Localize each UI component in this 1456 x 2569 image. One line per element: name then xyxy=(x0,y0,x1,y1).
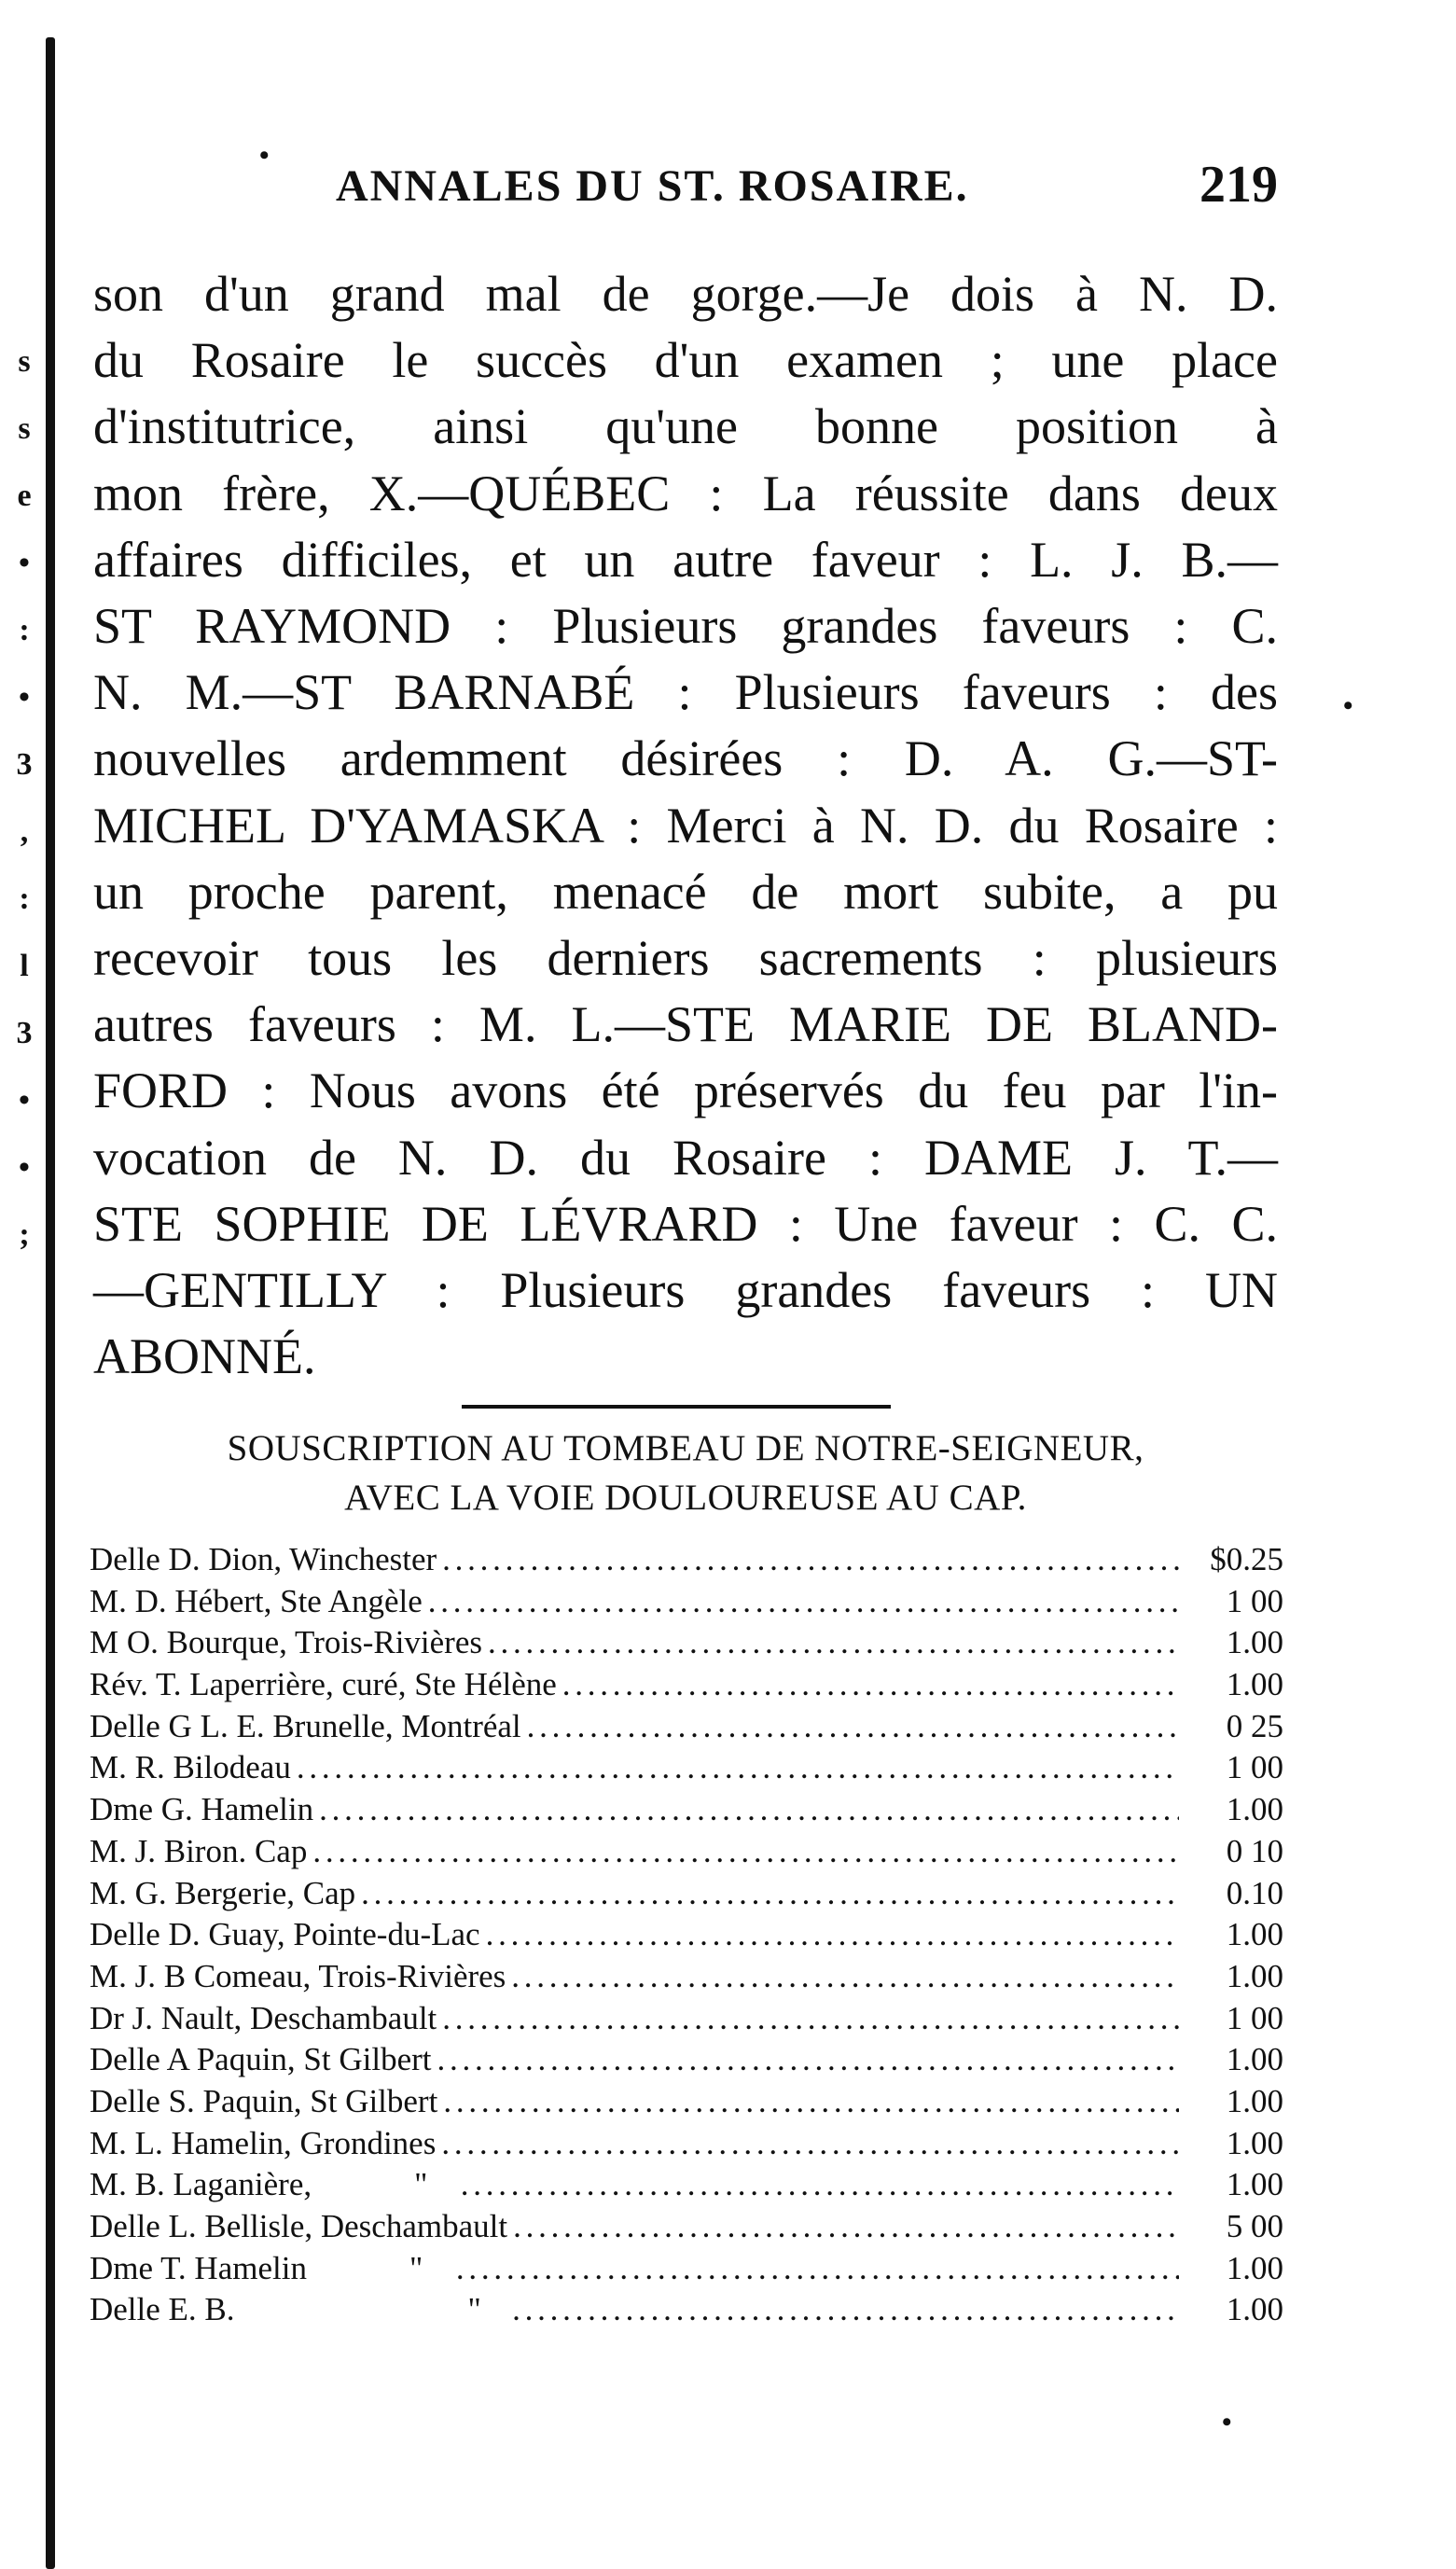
subscriber-name: M. L. Hamelin, Grondines xyxy=(90,2124,437,2161)
dot-leader xyxy=(428,1581,1179,1623)
dot-leader xyxy=(443,2081,1179,2123)
dot-leader xyxy=(312,1831,1179,1873)
subscriber-name: M O. Bourque, Trois-Rivières xyxy=(90,1624,482,1661)
subscription-row xyxy=(90,1873,1283,1915)
subscriber-name: Delle S. Paquin, St Gilbert xyxy=(90,2082,438,2119)
dot-leader xyxy=(511,1956,1179,1998)
subscription-amount: 1.00 xyxy=(1226,2249,1283,2286)
body-line: mon frère, X.—QUÉBEC : La réussite dans deux xyxy=(93,465,1278,521)
dot-leader xyxy=(562,1664,1179,1706)
gutter-mark: 3 xyxy=(16,1016,33,1050)
dot-leader xyxy=(512,2289,1179,2331)
subscriber-name: Delle G L. E. Brunelle, Montréal xyxy=(90,1707,521,1744)
gutter-mark: • xyxy=(19,1083,30,1118)
print-speck: • xyxy=(259,140,270,171)
gutter-mark: l xyxy=(20,949,29,983)
body-line: nouvelles ardemment désirées : D. A. G.—ST- xyxy=(93,730,1278,787)
subscription-row xyxy=(90,2289,1283,2331)
subscriber-name: Delle E. B. xyxy=(90,2291,235,2328)
body-line: du Rosaire le succès d'un examen ; une place xyxy=(93,332,1278,389)
body-line: son d'un grand mal de gorge.—Je dois à N. D. xyxy=(93,266,1278,322)
subscriber-name: M. D. Hébert, Ste Angèle xyxy=(90,1582,423,1619)
subscriber-name: Delle D. Dion, Winchester xyxy=(90,1541,437,1577)
subscriber-name: M. J. Biron. Cap xyxy=(90,1832,308,1869)
gutter-mark: • xyxy=(19,1150,30,1185)
subscription-title-line-2: AVEC LA VOIE DOULOUREUSE AU CAP. xyxy=(344,1478,1027,1518)
subscriber-name: M. G. Bergerie, Cap xyxy=(90,1874,356,1911)
subscription-row xyxy=(90,2206,1283,2248)
subscription-amount: 1 00 xyxy=(1226,1582,1283,1619)
subscription-row xyxy=(90,1622,1283,1664)
subscription-amount: 1.00 xyxy=(1226,2291,1283,2328)
gutter-mark: 3 xyxy=(16,747,33,782)
subscription-amount: 1.00 xyxy=(1226,1666,1283,1703)
subscription-row xyxy=(90,1789,1283,1831)
ditto-mark: " xyxy=(414,2166,428,2203)
dot-leader xyxy=(361,1873,1179,1915)
dot-leader xyxy=(437,2039,1179,2081)
subscription-row xyxy=(90,1914,1283,1956)
subscriber-name: Dr J. Nault, Deschambault xyxy=(90,1999,437,2036)
subscription-row xyxy=(90,1664,1283,1706)
subscriber-name: Delle D. Guay, Pointe-du-Lac xyxy=(90,1916,480,1953)
subscription-amount: 1.00 xyxy=(1226,1957,1283,1994)
dot-leader xyxy=(456,2248,1179,2290)
gutter-mark: s xyxy=(18,344,31,379)
subscription-list xyxy=(90,1539,1283,2331)
print-speck: • xyxy=(1343,690,1353,721)
gutter-mark: ; xyxy=(19,1217,30,1252)
page-number: 219 xyxy=(1199,156,1278,214)
ditto-mark: " xyxy=(467,2291,481,2328)
dot-leader xyxy=(488,1622,1179,1664)
subscription-amount: 1 00 xyxy=(1226,1999,1283,2036)
subscriber-name: Dme G. Hamelin xyxy=(90,1791,314,1828)
gutter-mark: • xyxy=(19,546,30,580)
dot-leader xyxy=(441,2123,1179,2165)
subscription-amount: $0.25 xyxy=(1210,1541,1283,1577)
dot-leader xyxy=(461,2164,1179,2206)
body-line: MICHEL D'YAMASKA : Merci à N. D. du Rosaire : xyxy=(93,797,1278,854)
gutter-mark: s xyxy=(18,411,31,446)
subscription-row xyxy=(90,2081,1283,2123)
body-line: ABONNÉ. xyxy=(93,1328,316,1385)
body-line: STE SOPHIE DE LÉVRARD : Une faveur : C. C. xyxy=(93,1195,1278,1252)
binding-line xyxy=(46,37,55,2569)
subscription-amount: 1.00 xyxy=(1226,1624,1283,1661)
subscription-row xyxy=(90,1831,1283,1873)
subscription-row xyxy=(90,1581,1283,1623)
body-line: —GENTILLY : Plusieurs grandes faveurs : UN xyxy=(93,1262,1278,1319)
subscription-amount: 1.00 xyxy=(1226,2082,1283,2119)
page-header xyxy=(93,156,1287,226)
body-line: recevoir tous les derniers sacrements : plusieurs xyxy=(93,930,1278,987)
body-line: affaires difficiles, et un autre faveur : L. J. B.— xyxy=(93,531,1278,588)
body-line: FORD : Nous avons été préservés du feu par l'in- xyxy=(93,1062,1278,1119)
subscription-row xyxy=(90,2039,1283,2081)
subscriber-name: Dme T. Hamelin xyxy=(90,2249,307,2286)
dot-leader xyxy=(297,1747,1179,1789)
subscription-amount: 1.00 xyxy=(1226,1791,1283,1828)
subscription-row xyxy=(90,2248,1283,2290)
subscription-row xyxy=(90,1747,1283,1789)
gutter-mark: : xyxy=(19,882,30,916)
running-title: ANNALES DU ST. ROSAIRE. xyxy=(336,161,969,211)
dot-leader xyxy=(486,1914,1179,1956)
subscription-row xyxy=(90,2164,1283,2206)
body-paragraph xyxy=(93,261,1278,1390)
subscription-amount: 5 00 xyxy=(1226,2208,1283,2244)
subscription-amount: 0 25 xyxy=(1226,1707,1283,1744)
dot-leader xyxy=(319,1789,1179,1831)
subscriber-name: M. B. Laganière, xyxy=(90,2166,312,2203)
subscription-row xyxy=(90,1706,1283,1748)
dot-leader xyxy=(442,1539,1179,1581)
subscriber-name: Rév. T. Laperrière, curé, Ste Hélène xyxy=(90,1666,557,1703)
body-line: autres faveurs : M. L.—STE MARIE DE BLAND- xyxy=(93,996,1278,1053)
subscription-amount: 0 10 xyxy=(1226,1832,1283,1869)
subscriber-name: M. J. B Comeau, Trois-Rivières xyxy=(90,1957,506,1994)
dot-leader xyxy=(513,2206,1179,2248)
body-line: ST RAYMOND : Plusieurs grandes faveurs : C. xyxy=(93,598,1278,655)
subscription-amount: 1.00 xyxy=(1226,2041,1283,2078)
ditto-mark: " xyxy=(409,2249,423,2286)
subscription-amount: 1 00 xyxy=(1226,1749,1283,1786)
subscription-amount: 1.00 xyxy=(1226,2124,1283,2161)
subscriber-name: Delle L. Bellisle, Deschambault xyxy=(90,2208,508,2244)
subscription-row xyxy=(90,1956,1283,1998)
subscription-row xyxy=(90,1539,1283,1581)
gutter-mark: • xyxy=(19,680,30,715)
subscription-amount: 1.00 xyxy=(1226,2166,1283,2203)
subscription-row xyxy=(90,1998,1283,2040)
subscriber-name: M. R. Bilodeau xyxy=(90,1749,291,1786)
gutter-mark: , xyxy=(20,814,29,849)
dot-leader xyxy=(442,1998,1179,2040)
section-divider xyxy=(462,1405,891,1409)
subscription-row xyxy=(90,2123,1283,2165)
gutter-mark: : xyxy=(19,613,30,647)
body-line: d'institutrice, ainsi qu'une bonne position à xyxy=(93,398,1278,455)
gutter-marks xyxy=(7,328,41,1269)
gutter-mark: e xyxy=(17,479,32,513)
body-line: un proche parent, menacé de mort subite, a pu xyxy=(93,863,1278,920)
subscription-amount: 0.10 xyxy=(1226,1874,1283,1911)
dot-leader xyxy=(527,1706,1179,1748)
subscription-amount: 1.00 xyxy=(1226,1916,1283,1953)
print-speck: • xyxy=(1222,2407,1232,2437)
body-line: N. M.—ST BARNABÉ : Plusieurs faveurs : des xyxy=(93,664,1278,721)
subscription-title-line-1: SOUSCRIPTION AU TOMBEAU DE NOTRE-SEIGNEUR, xyxy=(227,1428,1144,1468)
body-line: vocation de N. D. du Rosaire : DAME J. T.— xyxy=(93,1129,1278,1186)
subscriber-name: Delle A Paquin, St Gilbert xyxy=(90,2041,432,2078)
